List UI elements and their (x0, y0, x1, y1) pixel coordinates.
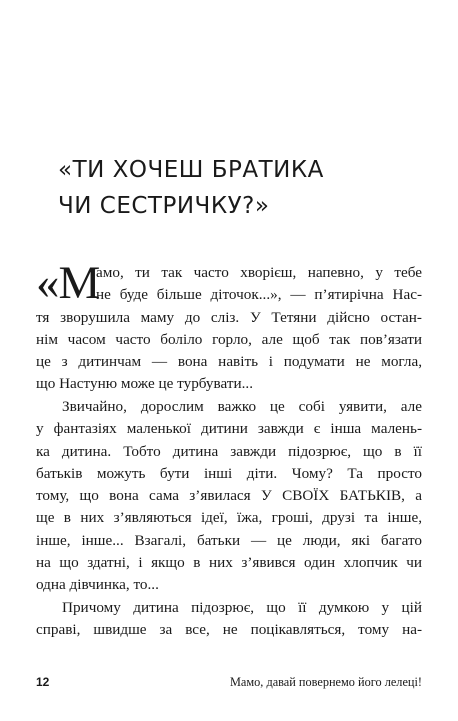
text-line: Причому дитина підозрює, що її думкою у цій (62, 599, 422, 616)
text-line: батьків можуть бути інші діти. Чому? Та просто (36, 464, 422, 482)
text-line: амо, ти так часто хворієш, напевно, у тебе (96, 264, 422, 281)
text-line: тя зворушила маму до сліз. У Тетяни дійсно остан- (36, 308, 422, 326)
text-line: це з дитинчам — вона навіть і подумати не могла, (36, 353, 422, 371)
chapter-title (58, 152, 418, 224)
text-line: нім часом часто боліло горло, але щоб так пов’язати (36, 330, 422, 348)
running-title: Мамо, давай повернемо його лелеці! (229, 675, 422, 689)
text-line: що Настуню може це турбувати... (36, 375, 253, 393)
paragraph-2 (36, 396, 422, 597)
text-line: не буде більше діточок...», — п’ятирічна Нас- (96, 286, 422, 304)
text-line: на що здатні, і якщо в них з’явився один хлопчик чи (36, 554, 422, 572)
text-line: Звичайно, дорослим важко це собі уявити, але (62, 398, 422, 415)
text-line: справі, швидше за все, не поцікавляться, тому на- (36, 621, 422, 639)
text-line: у фантазіях маленької дитини завжди є інша малень- (36, 420, 422, 438)
paragraph-3 (36, 597, 422, 642)
text-line: одна дівчинка, то... (36, 576, 159, 594)
text-line: інше, інше... Взагалі, батьки — це люди, які багато (36, 531, 422, 549)
page-footer (36, 675, 422, 693)
chapter-title-line-2: ЧИ СЕСТРИЧКУ?» (58, 193, 270, 219)
chapter-title-line-1: «ТИ ХОЧЕШ БРАТИКА (58, 157, 324, 183)
text-line: ще в них з’являються ідеї, їжа, гроші, друзі та інше, (36, 509, 422, 527)
text-line: ка дитина. Тобто дитина завжди підозрює, що в її (36, 442, 422, 460)
text-line: тому, що вона сама з’явилася У СВОЇХ БАТЬКІВ, а (36, 487, 422, 505)
page-number: 12 (36, 675, 50, 689)
drop-cap: «М (36, 257, 100, 309)
